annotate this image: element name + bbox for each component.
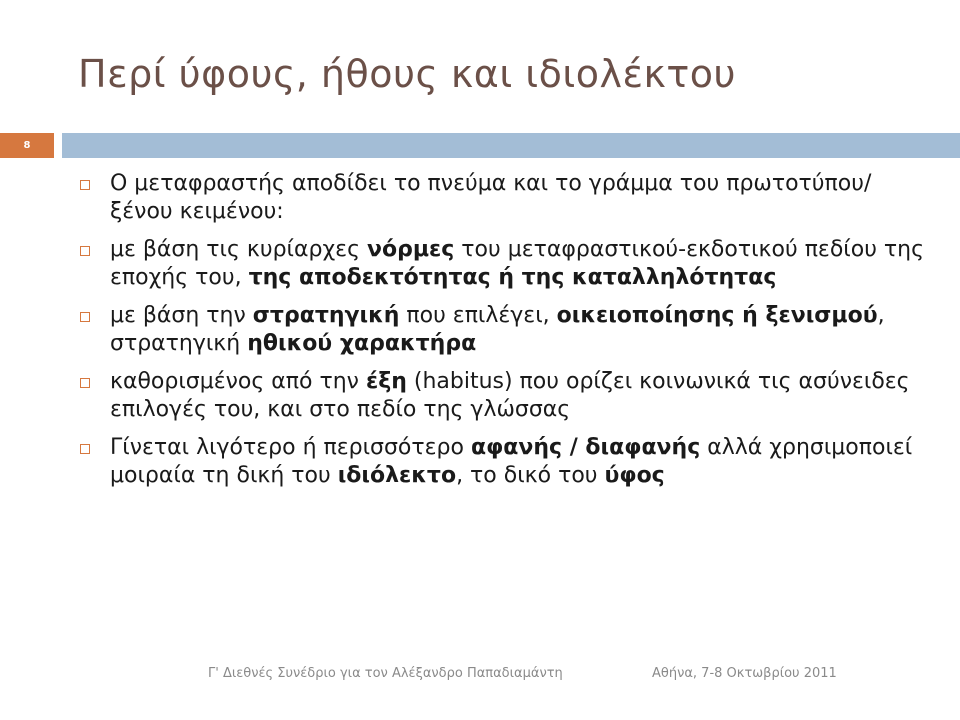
bullet-item: [78, 368, 928, 424]
bullet-emphasis: ιδιόλεκτο: [337, 463, 457, 488]
bullet-text: Ο μεταφραστής αποδίδει το πνεύμα και το γράμμα του πρωτοτύπου/ξένου κειμένου:: [110, 171, 872, 224]
bullet-item: [78, 302, 928, 358]
bullet-emphasis: ηθικού χαρακτήρα: [247, 331, 477, 356]
bullet-emphasis: της αποδεκτότητας ή της καταλληλότητας: [248, 265, 777, 290]
bullet-emphasis: έξη: [365, 369, 407, 394]
slide-title: Περί ύφους, ήθους και ιδιολέκτου: [78, 52, 737, 96]
bullet-item: [78, 434, 928, 490]
bullet-text: με βάση τις κυρίαρχες: [110, 237, 367, 262]
square-bullet-icon: [80, 180, 90, 190]
bullet-emphasis: ύφος: [604, 463, 665, 488]
bullet-emphasis: αφανής / διαφανής: [470, 435, 701, 460]
bullet-emphasis: στρατηγική: [252, 303, 400, 328]
header-bar: [62, 133, 960, 158]
square-bullet-icon: [80, 246, 90, 256]
bullet-text: Γίνεται λιγότερο ή περισσότερο: [110, 435, 471, 460]
slide-number: 8: [23, 140, 31, 151]
footer-place-date: Αθήνα, 7-8 Οκτωβρίου 2011: [652, 666, 837, 681]
bullet-text: με βάση την: [110, 303, 253, 328]
square-bullet-icon: [80, 444, 90, 454]
bullet-item: [78, 236, 928, 292]
bullet-text: που επιλέγει,: [399, 303, 557, 328]
bullet-text: καθορισμένος από την: [110, 369, 366, 394]
square-bullet-icon: [80, 312, 90, 322]
bullet-emphasis: οικειοποίησης ή ξενισμού: [556, 303, 878, 328]
bullet-emphasis: νόρμες: [366, 237, 455, 262]
bullet-text: , στρατηγική: [110, 303, 885, 356]
bullet-list: [78, 170, 928, 500]
bullet-text: (habitus) που ορίζει κοινωνικά τις ασύνειδες επιλογές του, και στο πεδίο της γλώσσας: [110, 369, 910, 422]
bullet-item: [78, 170, 928, 226]
slide-number-badge: [0, 133, 54, 158]
bullet-text: , το δικό του: [456, 463, 605, 488]
square-bullet-icon: [80, 378, 90, 388]
bullet-text: αλλά χρησιμοποιεί μοιραία τη δική του: [110, 435, 913, 488]
bullet-text: του μεταφραστικού-εκδοτικού πεδίου της εποχής του,: [110, 237, 925, 290]
footer-event: Γ' Διεθνές Συνέδριο για τον Αλέξανδρο Παπαδιαμάντη: [208, 666, 563, 681]
